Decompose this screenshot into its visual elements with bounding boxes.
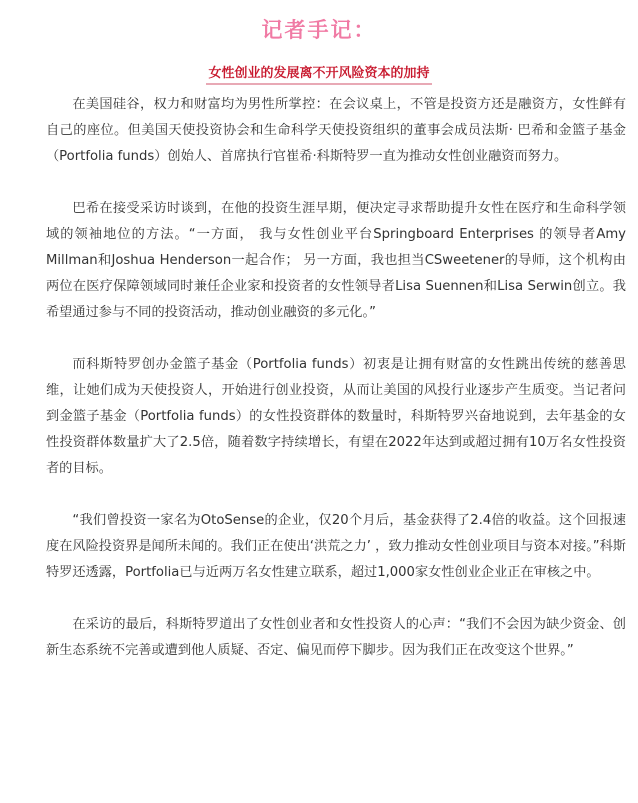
paragraph-3: 而科斯特罗创办金篮子基金（Portfolia funds）初衷是让拥有财富的女性跳出传统的慈善思维，让她们成为天使投资人，开始进行创业投资，从而让美国的风投行业逐步产生质变。当记者问到金篮子基金（Portfolia funds）的女性投资群体的数量时，科斯特罗兴奋地说到，去年基金的女性投资群体数量扩大了2.5倍，随着数字持续增长，有望在2022年达到或超过拥有10万名女性投资者的目标。 — [46, 357, 626, 476]
article-body — [46, 92, 626, 690]
paragraph-5: 在采访的最后，科斯特罗道出了女性创业者和女性投资人的心声：“我们不会因为缺少资金、创新生态系统不完善或遭到他人质疑、否定、偏见而停下脚步。因为我们正在改变这个世界。” — [46, 617, 626, 658]
subtitle-container — [0, 62, 638, 85]
paragraph-1: 在美国硅谷，权力和财富均为男性所掌控：在会议桌上，不管是投资方还是融资方，女性鲜有自己的座位。但美国天使投资协会和生命科学天使投资组织的董事会成员法斯· 巴希和金篮子基金（Portfolia funds）创始人、首席执行官崔希·科斯特罗一直为推动女性创业融资而努力。 — [46, 97, 626, 164]
paragraph-2: 巴希在接受采访时谈到，在他的投资生涯早期，便决定寻求帮助提升女性在医疗和生命科学领域的领袖地位的方法。“一方面， 我与女性创业平台Springboard Enterprises 的领导者Amy Millman和Joshua Henderson一起合作； 另一方面，我也担当CSweetener的导师，这个机构由两位在医疗保障领域同时兼任企业家和投资者的女性领导者Lisa Suennen和Lisa Serwin创立。我希望通过参与不同的投资活动，推动创业融资的多元化。” — [46, 201, 626, 320]
article-subtitle: 女性创业的发展离不开风险资本的加持 — [206, 62, 431, 85]
paragraph-4: “我们曾投资一家名为OtoSense的企业，仅20个月后，基金获得了2.4倍的收益。这个回报速度在风险投资界是闻所未闻的。我们正在使出‘洪荒之力’ ，致力推动女性创业项目与资本对接。”科斯特罗还透露，Portfolia已与近两万名女性建立联系，超过1,000家女性创业企业正在审核之中。 — [46, 513, 626, 580]
page-title: 记者手记： — [261, 18, 377, 42]
